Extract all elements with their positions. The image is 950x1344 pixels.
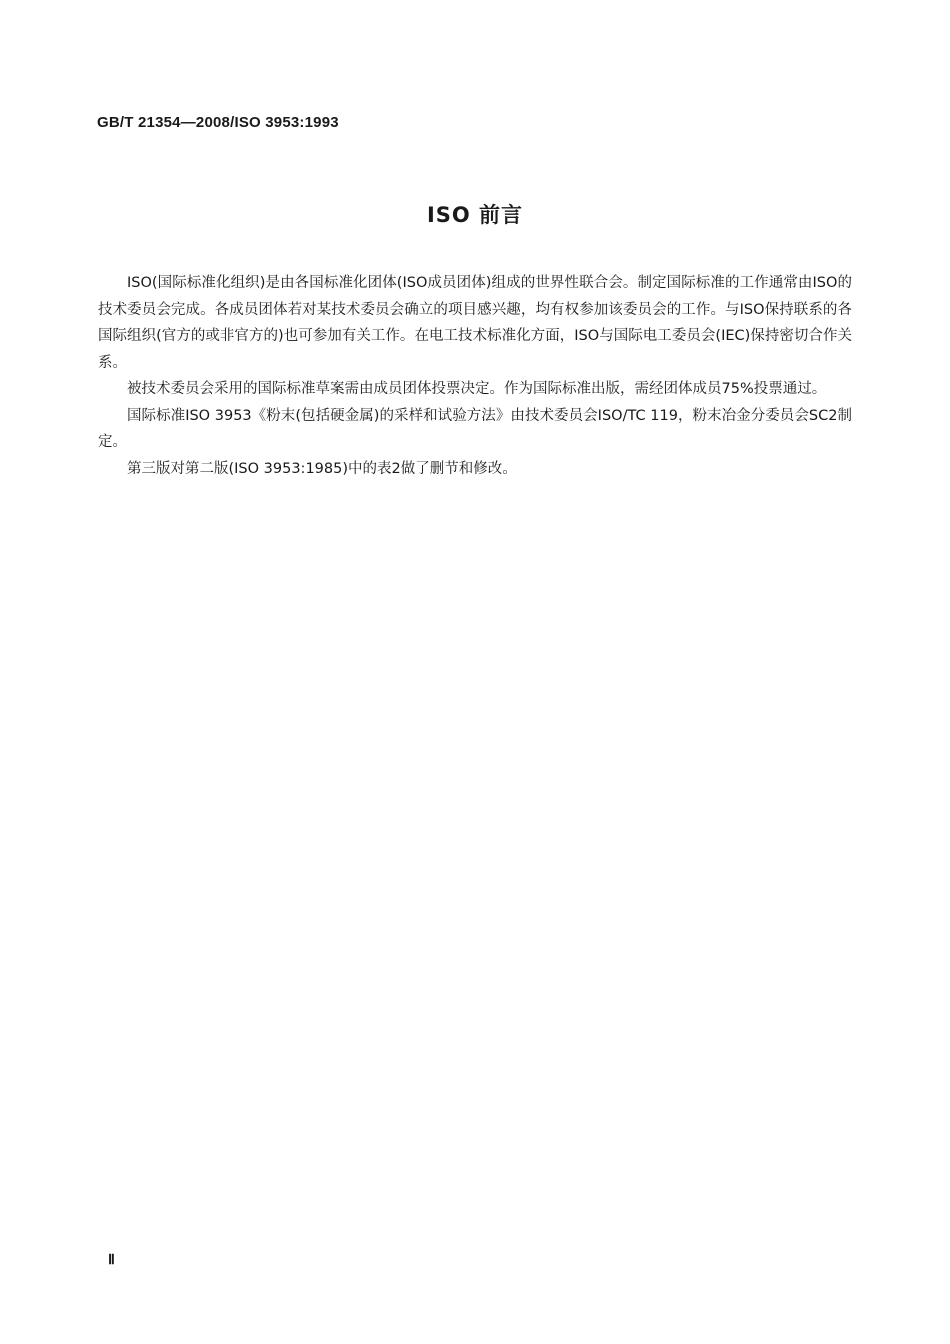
page-title: ISO 前言 — [426, 203, 524, 227]
page-number: Ⅱ — [108, 1253, 115, 1268]
paragraph-voting: 被技术委员会采用的国际标准草案需由成员团体投票决定。作为国际标准出版，需经团体成员75%投票通过。 — [127, 381, 827, 397]
foreword-body — [98, 270, 852, 482]
paragraph-edition-changes: 第三版对第二版(ISO 3953:1985)中的表2做了删节和修改。 — [127, 460, 517, 477]
standard-code: GB/T 21354—2008/ISO 3953:1993 — [97, 114, 339, 131]
paragraph-standard-origin: 国际标准ISO 3953《粉末(包括硬金属)的采样和试验方法》由技术委员会ISO/TC 119，粉末冶金分委员会SC2制定。 — [98, 407, 852, 450]
paragraph-iso-intro: ISO(国际标准化组织)是由各国标准化团体(ISO成员团体)组成的世界性联合会。制定国际标准的工作通常由ISO的技术委员会完成。各成员团体若对某技术委员会确立的项目感兴趣，均有权参加该委员会的工作。与ISO保持联系的各国际组织(官方的或非官方的)也可参加有关工作。在电工技术标准化方面，ISO与国际电工委员会(IEC)保持密切合作关系。 — [98, 275, 852, 371]
